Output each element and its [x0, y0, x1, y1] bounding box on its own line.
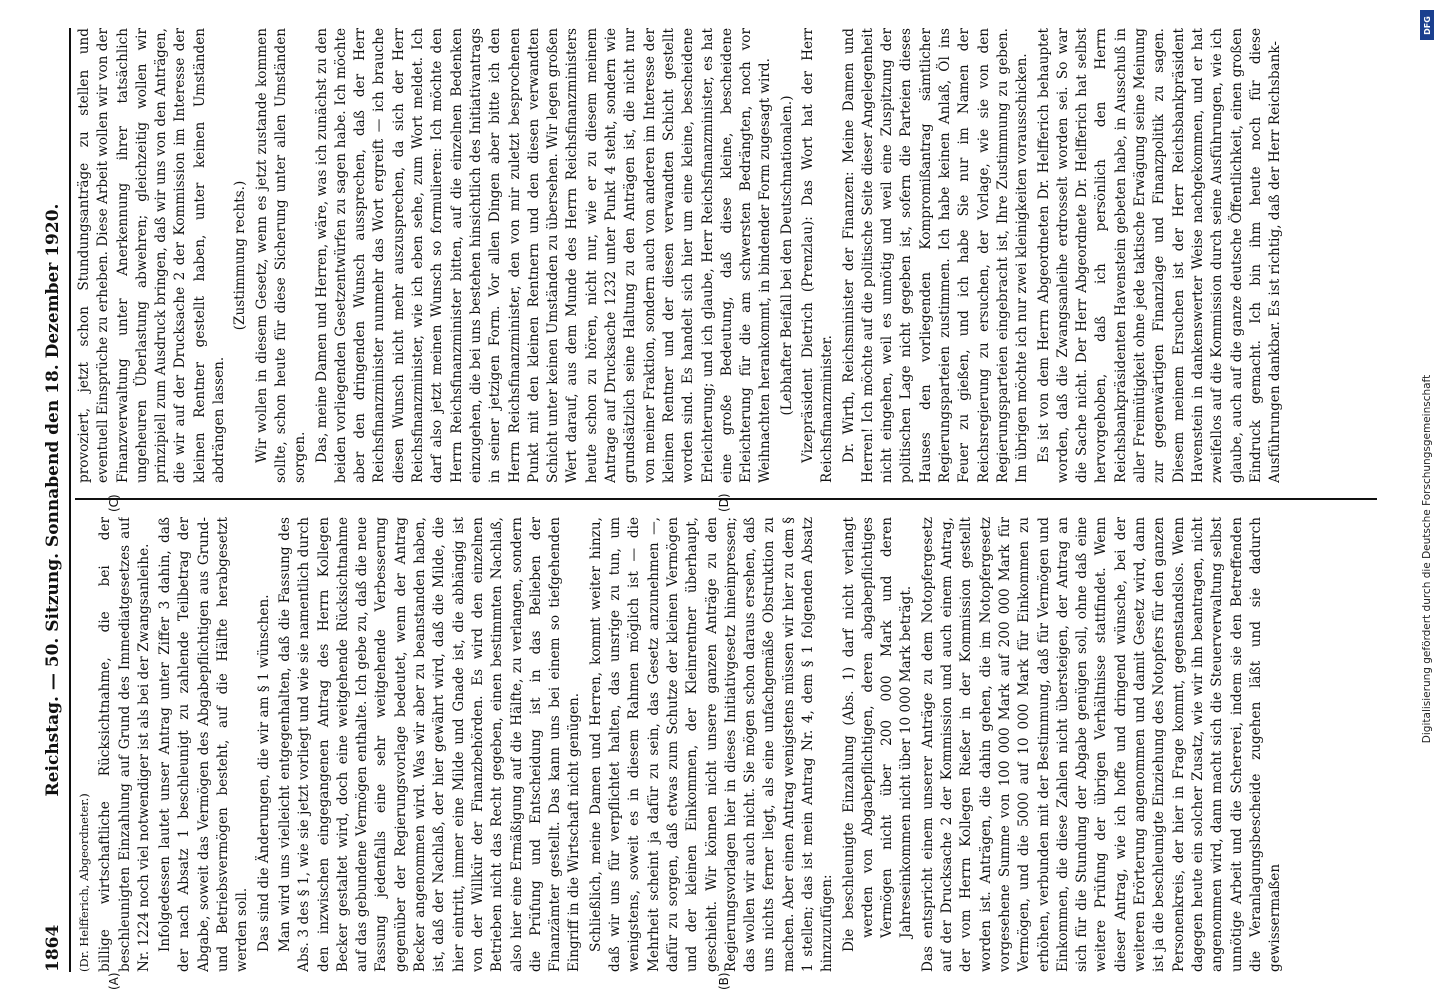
paragraph: Das entspricht einem unserer Anträge zu dem Notopfergesetz auf der Drucksache 2 der Kommission und auch einem Antrag, der vom Herrn Kollegen Rießer in der Kommission gestellt worden ist. Anträgen, die dahin gehen, die im Notopfergesetz vorgesehene Summe von 100 000 Mark auf 200 000 Mark für Vermögen, und die 5000 auf 10 000 Mark für Einkommen zu erhöhen, verbunden mit der Bestimmung, daß für Vermögen und Einkommen, die diese Zahlen nicht übersteigen, der Antrag an sich für die Stundung der Abgabe genügen soll, ohne daß eine weitere Prüfung der übrigen Verhältnisse stattfindet. Wenn dieser Antrag, wie ich hoffe und dringend wünsche, bei der weiteren Erörterung angenommen und damit Gesetz wird, dann ist ja die beschleunigte Einziehung des Notopfers für den ganzen Personenkreis, der hier in Frage kommt, gegenstandslos. Wenn dagegen heute ein solcher Zusatz, wie wir ihn beantragen, nicht angenommen wird, dann macht sich die Steuerverwaltung selbst unnötige Arbeit und die Schererei, indem sie den Betreffenden die Veranlagungsbescheide zugehen läßt und sie dadurch gewissermaßen — [919, 517, 1284, 972]
paragraph: billige wirtschaftliche Rücksichtnahme, die bei der beschleunigten Einzahlung auf Grund des Immediatgesetzes auf Nr. 1224 noch viel notwendiger ist als bei der Zwangsanleihe. — [97, 517, 152, 972]
paragraph: Das, meine Damen und Herren, wäre, was ich zunächst zu den beiden vorliegenden Gesetzentwürfen zu sagen habe. Ich möchte aber den dringenden Wunsch aussprechen, daß der Herr Reichsfinanzminister nunmehr das Wort ergreift — ich brauche diesen Wunsch nicht mehr auszusprechen, da sich der Herr Reichsfinanzminister, wie ich eben sehe, zum Wort meldet. Ich darf also jetzt meinen Wunsch so formulieren: Ich möchte den Herrn Reichsfinanzminister bitten, auf die einzelnen Bedenken einzugehen, die bei uns bestehen hinsichtlich des Initiativantrags in seiner jetzigen Form. Vor allen Dingen aber bitte ich den Herrn Reichsfinanzminister, den von mir zuletzt besprochenen Punkt mit den kleinen Rentnern und den diesen verwandten Schicht unter keinen Umständen zu übersehen. Wir legen großen Wert darauf, aus dem Munde des Herrn Reichsfinanzministers heute schon zu hören, nicht nur, wie er zu diesem meinem Antrage auf Drucksache 1232 unter Punkt 4 steht, sondern wie grundsätzlich seine Haltung zu den Anträgen ist, die nicht nur von meiner Fraktion, sondern auch von anderen im Interesse der kleinen Rentner und der diesen verwandten Schicht gestellt worden sind. Es handelt sich hier um eine kleine, bescheidene Erleichterung; und ich glaube, Herr Reichsfinanzminister, es hat eine große Bedeutung, daß diese kleine, bescheidene Erleichterung für die am schwersten Bedrängten, noch vor Weihnachten herankommt, in bindender Form zugesagt wird. — [313, 28, 774, 483]
margin-marker-a: (A) — [107, 972, 121, 990]
column-rule — [75, 498, 1377, 500]
margin-marker-c: (C) — [107, 494, 121, 512]
paragraph: Man wird uns vielleicht entgegenhalten, daß die Fassung des Abs. 3 des § 1, wie sie jetzt vorliegt und wie sie namentlich durch den inzwischen eingegangenen Antrag des Herrn Kollegen Becker gestaltet wird, doch eine weitgehende Rücksichtnahme auf das gebundene Vermögen enthalte. Ich gebe zu, daß die neue Fassung jedenfalls eine sehr weitgehende Verbesserung gegenüber der Regierungsvorlage bedeutet, wenn der Antrag Becker angenommen wird. Was wir aber zu beanstanden haben, ist, daß der Nachlaß, der hier gewährt wird, daß die Milde, die hier eintritt, immer eine Milde und Gnade ist, die abhängig ist von der Willkür der Finanzbehörden. Es wird den einzelnen Betrieben nicht das Recht gegeben, einen bestimmten Nachlaß, also hier eine Ermäßigung auf die Hälfte, zu verlangen, sondern die Prüfung und Entscheidung ist in das Belieben der Finanzämter gestellt. Das kann uns bei einem so tiefgehenden Eingriff in die Wirtschaft nicht genügen. — [276, 517, 583, 972]
document-page — [27, 10, 1407, 990]
paragraph: Vizepräsident Dietrich (Prenzlau): Das Wort hat der Herr Reichsfinanzminister. — [799, 28, 836, 483]
digitization-credit — [1420, 8, 1434, 992]
paragraph: Es ist von dem Herrn Abgeordneten Dr. Helfferich behauptet worden, daß die Zwangsanleihe erdrosselt worden sei. So war die Sache nicht. Der Herr Abgeordnete Dr. Helfferich hat selbst hervorgehoben, daß ich persönlich den Herrn Reichsbankpräsidenten Havenstein gebeten habe, in Ausschuß in aller Freimütigkeit ohne jede taktische Erwägung seine Meinung zur gegenwärtigen Finanzlage und Finanzpolitik zu sagen. Diesem meinem Ersuchen ist der Herr Reichsbankpräsident Havenstein in dankenswerter Weise nachgekommen, und er hat zweifellos auf die Kommission durch seine Ausführungen, wie ich glaube, auch auf die ganze deutsche Öffentlichkeit, einen großen Eindruck gemacht. Ich bin ihm heute noch für diese Ausführungen dankbar. Es ist richtig, daß der Herr Reichsbank- — [1035, 28, 1284, 483]
speaker-reference: (Dr. Helfferich, Abgeordneter.) — [77, 793, 91, 972]
paragraph: Das sind die Änderungen, die wir am § 1 wünschen. — [255, 594, 272, 952]
margin-marker-b: (B) — [717, 972, 731, 990]
right-column — [75, 28, 1377, 483]
paragraph: Wir wollen in diesem Gesetz, wenn es jetzt zustande kommen sollte, schon heute für diese Sicherung unter allen Umständen sorgen. — [253, 28, 309, 483]
margin-marker-d: (D) — [717, 493, 731, 512]
left-column — [75, 517, 1377, 972]
credit-text: Digitalisierung gefördert durch die Deutsche Forschungsgemeinschaft — [1421, 374, 1433, 744]
interjection: (Zustimmung rechts.) — [232, 180, 249, 331]
page-header — [43, 28, 69, 972]
paragraph: Schließlich, meine Damen und Herren, kommt weiter hinzu, daß wir uns für verpflichtet halten, das unsrige zu tun, um wenigstens, soweit es in diesem Rahmen möglich ist — die Mehrheit scheint ja dafür zu sein, das Gesetz anzunehmen —, dafür zu sorgen, daß etwas zum Schutze der kleinen Vermögen und der kleinen Einkommen, der Kleinrentner überhaupt, geschieht. Wir können nicht unsere ganzen Anträge zu den Regierungsvorlagen hier in dieses Initiativgesetz hineinpressen; das wollen wir auch nicht. Sie mögen schon daraus ersehen, daß uns nichts ferner liegt, als eine unfachgemäße Obstruktion zu machen. Aber einen Antrag wenigstens müssen wir hier zu dem § 1 stellen; das ist mein Antrag Nr. 4, dem § 1 folgenden Absatz hinzuzufügen: — [587, 517, 836, 972]
running-title: Reichstag. — 50. Sitzung. Sonnabend den 18. Dezember 1920. — [43, 203, 63, 797]
paragraph: Infolgedessen lautet unser Antrag unter Ziffer 3 dahin, daß der nach Absatz 1 beschleunigt zu zahlende Teilbetrag der Abgabe, soweit das Vermögen des Abgabepflichtigen aus Grund- und Betriebsvermögen besteht, auf die Hälfte herabgesetzt werden soll. — [157, 517, 251, 972]
page-number: 1864 — [43, 924, 63, 972]
interjection: (Lebhafter Beifall bei den Deutschnationalen.) — [778, 95, 795, 416]
header-rule — [69, 28, 71, 972]
paragraph: Dr. Wirth, Reichsminister der Finanzen: Meine Damen und Herren! Ich möchte auf die politische Seite dieser Angelegenheit nicht eingehen, weil es unnötig und weil eine Zuspitzung der politischen Lage nicht gegeben ist, sofern die Parteien dieses Hauses den vorliegenden Kompromißantrag sämtlicher Regierungsparteien zustimmen. Ich habe keinen Anlaß, Öl ins Feuer zu gießen, und ich habe Sie nur im Namen der Reichsregierung zu ersuchen, der Vorlage, wie sie von den Regierungsparteien eingebracht ist, Ihre Zustimmung zu geben. Im übrigen möchte ich nur zwei kleinigkeiten vorausschicken. — [840, 28, 1031, 483]
quoted-amendment: Die beschleunigte Einzahlung (Abs. 1) darf nicht verlangt werden von Abgabepflichtigen, deren abgabepflichtiges Vermögen nicht über 200 000 Mark und deren Jahreseinkommen nicht über 10 000 Mark beträgt. — [840, 517, 915, 952]
paragraph: provoziert, jetzt schon Stundungsanträge zu stellen und eventuell Einsprüche zu erheben. Diese Arbeit wollen wir von der Finanzverwaltung unter Anerkennung ihrer tatsächlich ungeheuren Überlastung abwehren; gleichzeitig wollen wir prinzipiell zum Ausdruck bringen, daß wir uns von den Anträgen, die wir auf der Drucksache 2 der Kommission im Interesse der kleinen Rentner gestellt haben, unter keinen Umständen abdrängen lassen. — [76, 28, 228, 483]
dfg-logo: DFG — [1420, 10, 1434, 40]
